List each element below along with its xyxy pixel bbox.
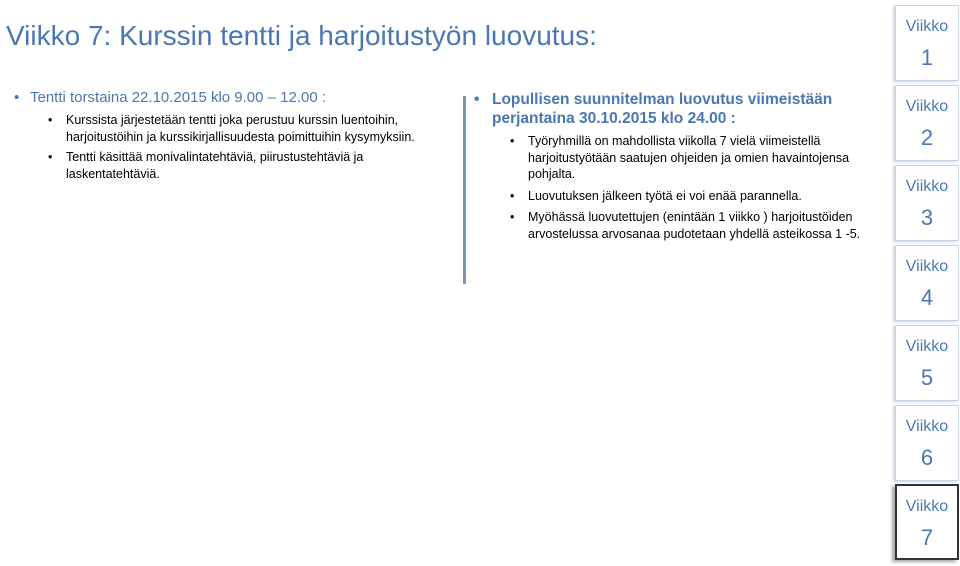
tab-week-4-label: Viikko bbox=[905, 258, 949, 275]
tab-week-5-label: Viikko bbox=[905, 338, 949, 355]
tab-week-1[interactable] bbox=[895, 5, 959, 81]
tab-week-7[interactable] bbox=[895, 484, 959, 560]
submission-section bbox=[474, 90, 884, 242]
exam-item-2: • Tentti käsittää monivalintatehtäviä, piirustustehtäviä ja laskentatehtäviä. bbox=[14, 149, 454, 182]
submission-item-2: • Luovutuksen jälkeen työtä ei voi enää parannella. bbox=[474, 188, 884, 205]
tab-week-1-label: Viikko bbox=[905, 18, 949, 35]
tab-week-4-number: 4 bbox=[920, 285, 934, 310]
submission-item-3: • Myöhässä luovutettujen (enintään 1 viikko ) harjoitustöiden arvostelussa arvosanaa pudotetaan yhdellä asteikossa 1 -5. bbox=[474, 209, 884, 242]
tab-week-6-number: 6 bbox=[920, 445, 934, 470]
tab-week-3[interactable] bbox=[895, 165, 959, 241]
week-tabs bbox=[895, 5, 959, 560]
tab-week-2[interactable] bbox=[895, 85, 959, 161]
tab-week-7-label: Viikko bbox=[905, 498, 949, 515]
exam-item-1: • Kurssista järjestetään tentti joka perustuu kurssin luentoihin, harjoitustöihin ja kurssikirjallisuudesta poimittuihin kysymyksiin. bbox=[14, 112, 454, 145]
tab-week-6[interactable] bbox=[895, 405, 959, 481]
tab-week-3-number: 3 bbox=[920, 205, 934, 230]
tab-week-6-label: Viikko bbox=[905, 418, 949, 435]
tab-week-2-label: Viikko bbox=[905, 98, 949, 115]
tab-week-5-number: 5 bbox=[920, 365, 934, 390]
exam-heading: • Tentti torstaina 22.10.2015 klo 9.00 – 12.00 : bbox=[14, 88, 454, 108]
tab-week-1-number: 1 bbox=[920, 45, 934, 70]
tab-week-2-number: 2 bbox=[920, 125, 934, 150]
column-divider bbox=[463, 96, 466, 284]
page-title: Viikko 7: Kurssin tentti ja harjoitustyön luovutus: bbox=[6, 20, 597, 51]
tab-week-3-label: Viikko bbox=[905, 178, 949, 195]
exam-section bbox=[14, 88, 454, 182]
tab-week-7-number: 7 bbox=[920, 525, 934, 550]
submission-heading: • Lopullisen suunnitelman luovutus viimeistään perjantaina 30.10.2015 klo 24.00 : bbox=[474, 90, 884, 128]
tab-week-4[interactable] bbox=[895, 245, 959, 321]
submission-item-1: • Työryhmillä on mahdollista viikolla 7 vielä viimeistellä harjoitustyötään saatujen ohjeiden ja omien havaintojensa pohjalta. bbox=[474, 133, 884, 183]
tab-week-5[interactable] bbox=[895, 325, 959, 401]
